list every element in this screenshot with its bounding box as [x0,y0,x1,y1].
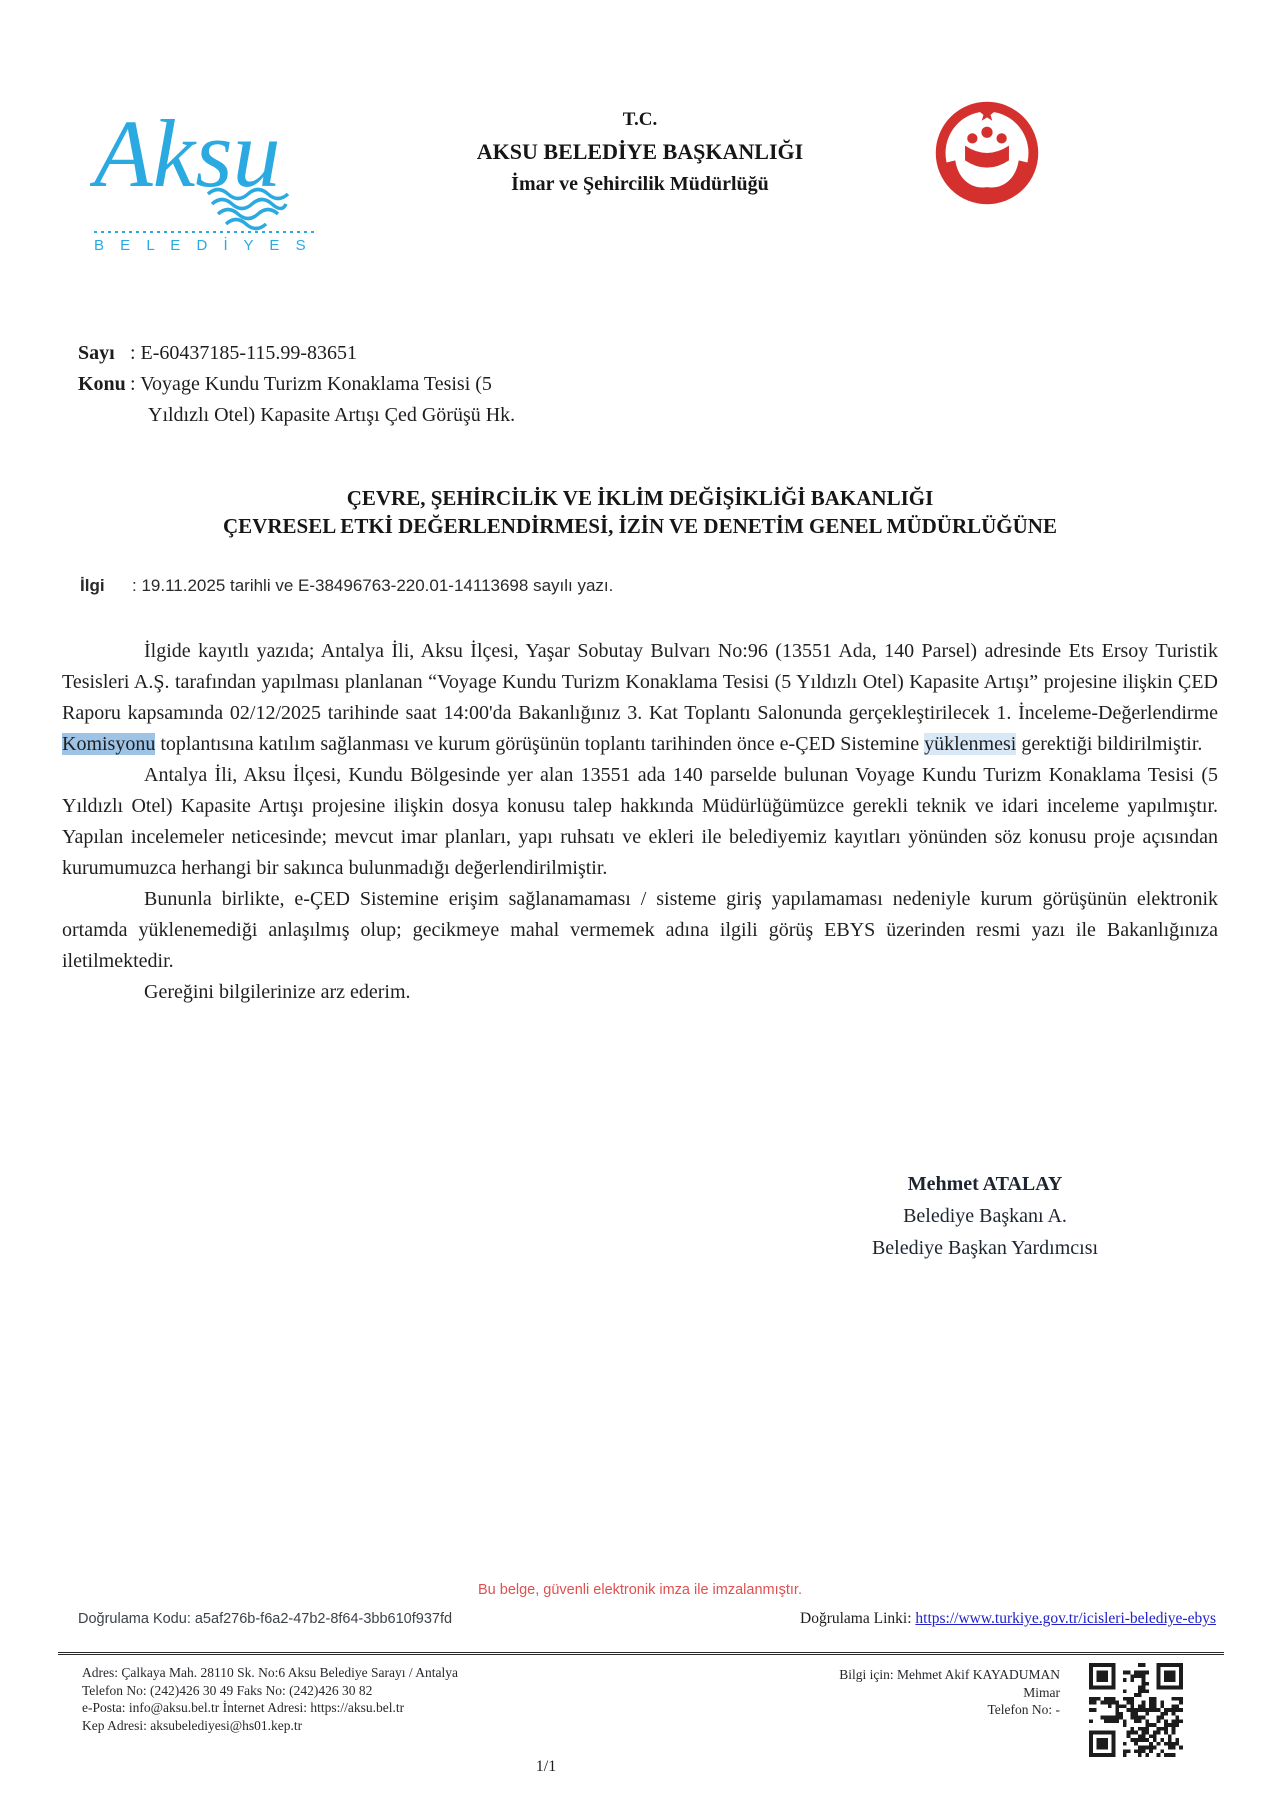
signature-block [835,1168,1135,1264]
footer-contact-block [640,1666,1060,1719]
aksu-logo-text: Aksu [94,100,281,207]
addressee-line2: ÇEVRESEL ETKİ DEĞERLENDİRMESİ, İZİN VE DENETİM GENEL MÜDÜRLÜĞÜNE [223,514,1057,538]
letter-body [62,636,1218,1008]
verification-link-label: Doğrulama Linki: [800,1610,916,1627]
highlighted-word-2: yüklenmesi [924,733,1017,755]
p1-text-mid: toplantısına katılım sağlanması ve kurum görüşünün toplantı tarihinden önce e-ÇED Sistemine [155,733,925,755]
footer-divider [58,1652,1224,1655]
phone-line: Telefon No: (242)426 30 49 Faks No: (242)426 30 82 [82,1682,373,1698]
ilgi-text: : 19.11.2025 tarihli ve E-38496763-220.01-14113698 sayılı yazı. [132,576,614,595]
aksu-logo-subtext: B E L E D İ Y E S İ [94,237,320,254]
letterhead-tc: T.C. [622,109,658,130]
letterhead-org: AKSU BELEDİYE BAŞKANLIĞI [476,139,804,164]
konu-label: Konu [78,373,126,395]
addressee-block [0,484,1280,540]
page-number: 1/1 [535,1758,557,1775]
email-line: e-Posta: info@aksu.bel.tr İnternet Adresi: https://aksu.bel.tr [82,1700,405,1715]
p1-text: İlgide kayıtlı yazıda; Antalya İli, Aksu İlçesi, Yaşar Sobutay Bulvarı No:96 (13551 Ada, 140 Parsel) adresinde Ets Ersoy Turistik Tesisleri A.Ş. tarafından yapılması planlanan “Voyage Kundu Turizm Konaklama Tesisi (5 Yıldızlı Otel) Kapasite Artışı” projesine ilişkin ÇED Raporu kapsamında 02/12/2025 tarihinde saat 14:00'da Bakanlığınız 3. Kat Toplantı Salonunda gerçekleştirilecek 1. İnceleme-Değerlendirme [62,640,1218,724]
verification-link-wrap [800,1610,1216,1628]
contact-phone-line: Telefon No: - [987,1702,1060,1717]
reference-line [80,576,613,596]
p1-text-end: gerektiği bildirilmiştir. [1016,733,1203,755]
footer-address-block [82,1664,458,1734]
verification-code: Doğrulama Kodu: a5af276b-f6a2-47b2-8f64-3bb610f937fd [78,1611,453,1627]
contact-title-line: Mimar [1023,1684,1060,1700]
kep-line: Kep Adresi: aksubelediyesi@hs01.kep.tr [82,1717,303,1733]
letterhead-dept: İmar ve Şehircilik Müdürlüğü [511,173,769,195]
signer-name: Mehmet ATALAY [907,1173,1063,1195]
closing-line: Gereğini bilgilerinize arz ederim. [144,981,411,1003]
contact-person-line: Bilgi için: Mehmet Akif KAYADUMAN [839,1667,1060,1682]
konu-value-line1: : Voyage Kundu Turizm Konaklama Tesisi (5 [130,373,492,395]
qr-code [1089,1663,1183,1757]
konu-value-line2: Yıldızlı Otel) Kapasite Artışı Çed Görüşü Hk. [148,404,516,426]
esign-notice: Bu belge, güvenli elektronik imza ile imzalanmıştır. [478,1582,802,1598]
body-paragraph-1 [62,636,1218,760]
body-paragraph-3: Bununla birlikte, e-ÇED Sistemine erişim sağlanamaması / sisteme giriş yapılamaması nedeniyle kurum görüşünün elektronik ortamda yüklenemediği anlaşılmış olup; gecikmeye mahal vermemek adına ilgili görüş EBYS üzerinden resmi yazı ile Bakanlığınıza iletilmektedir. [62,888,1218,972]
sayi-label: Sayı [78,342,115,364]
address-line: Adres: Çalkaya Mah. 28110 Sk. No:6 Aksu Belediye Sarayı / Antalya [82,1665,458,1680]
addressee-line1: ÇEVRE, ŞEHİRCİLİK VE İKLİM DEĞİŞİKLİĞİ BAKANLIĞI [346,486,934,510]
ministry-emblem-icon [926,92,1048,214]
signer-title-2: Belediye Başkan Yardımcısı [871,1237,1099,1259]
verification-row [78,1610,1216,1628]
document-meta [78,338,515,431]
sayi-value: : E-60437185-115.99-83651 [130,342,358,364]
signer-title-1: Belediye Başkanı A. [903,1205,1067,1227]
ilgi-label: İlgi [80,576,105,595]
verification-link[interactable]: https://www.turkiye.gov.tr/icisleri-belediye-ebys [915,1610,1216,1627]
body-paragraph-2: Antalya İli, Aksu İlçesi, Kundu Bölgesinde yer alan 13551 ada 140 parselde bulunan Voyage Kundu Turizm Konaklama Tesisi (5 Yıldızlı Otel) Kapasite Artışı projesine ilişkin dosya konusu talep hakkında Müdürlüğümüzce gerekli teknik ve idari inceleme yapılmıştır. Yapılan incelemeler neticesinde; mevcut imar planları, yapı ruhsatı ve ekleri ile belediyemiz kayıtları yönünden söz konusu proje açısından kurumumuzca herhangi bir sakınca bulunmadığı değerlendirilmiştir. [62,764,1218,879]
highlighted-word: Komisyonu [62,733,156,755]
